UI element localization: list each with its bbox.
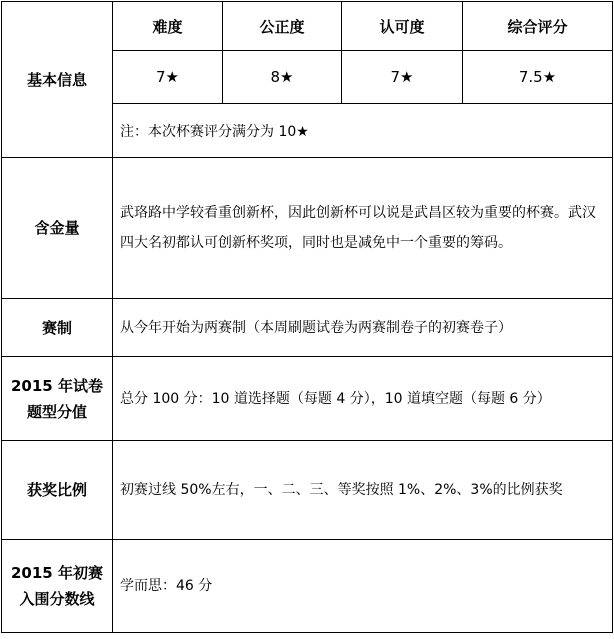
cutoff-2015-text: 学而思：46 分 bbox=[113, 540, 613, 633]
award-ratio-row bbox=[2, 441, 613, 540]
format-text: 从今年开始为两赛制（本周刷题试卷为两赛制卷子的初赛卷子） bbox=[113, 299, 613, 357]
score-2015-label-line1: 2015 年试卷 bbox=[11, 376, 103, 395]
score-difficulty: 7★ bbox=[113, 51, 223, 104]
gold-content-label: 含金量 bbox=[2, 158, 113, 299]
award-ratio-text: 初赛过线 50%左右，一、二、三、等奖按照 1%、2%、3%的比例获奖 bbox=[113, 441, 613, 540]
rating-note: 注：本次杯赛评分满分为 10★ bbox=[113, 104, 613, 158]
score-fairness: 8★ bbox=[223, 51, 342, 104]
score-2015-text: 总分 100 分：10 道选择题（每题 4 分），10 道填空题（每题 6 分） bbox=[113, 357, 613, 441]
score-overall: 7.5★ bbox=[463, 51, 613, 104]
score-2015-label bbox=[2, 357, 113, 441]
header-recognition: 认可度 bbox=[342, 2, 463, 51]
cutoff-2015-label-line1: 2015 年初赛 bbox=[11, 564, 103, 582]
cutoff-2015-label-line2: 入围分数线 bbox=[19, 590, 95, 608]
gold-content-text: 武珞路中学较看重创新杯，因此创新杯可以说是武昌区较为重要的杯赛。武汉四大名初都认可创新杯奖项，同时也是减免中一个重要的筹码。 bbox=[113, 158, 613, 299]
header-overall-score: 综合评分 bbox=[463, 2, 613, 51]
cutoff-2015-label bbox=[2, 540, 113, 633]
score-recognition: 7★ bbox=[342, 51, 463, 104]
award-ratio-label: 获奖比例 bbox=[2, 441, 113, 540]
score-2015-label-line2: 题型分值 bbox=[26, 402, 87, 421]
header-fairness: 公正度 bbox=[223, 2, 342, 51]
score-2015-row bbox=[2, 357, 613, 441]
info-table bbox=[1, 1, 613, 633]
basic-info-header-row bbox=[2, 2, 613, 51]
format-label: 赛制 bbox=[2, 299, 113, 357]
basic-info-label: 基本信息 bbox=[2, 2, 113, 158]
header-difficulty: 难度 bbox=[113, 2, 223, 51]
cutoff-2015-row bbox=[2, 540, 613, 633]
format-row bbox=[2, 299, 613, 357]
gold-content-row bbox=[2, 158, 613, 299]
